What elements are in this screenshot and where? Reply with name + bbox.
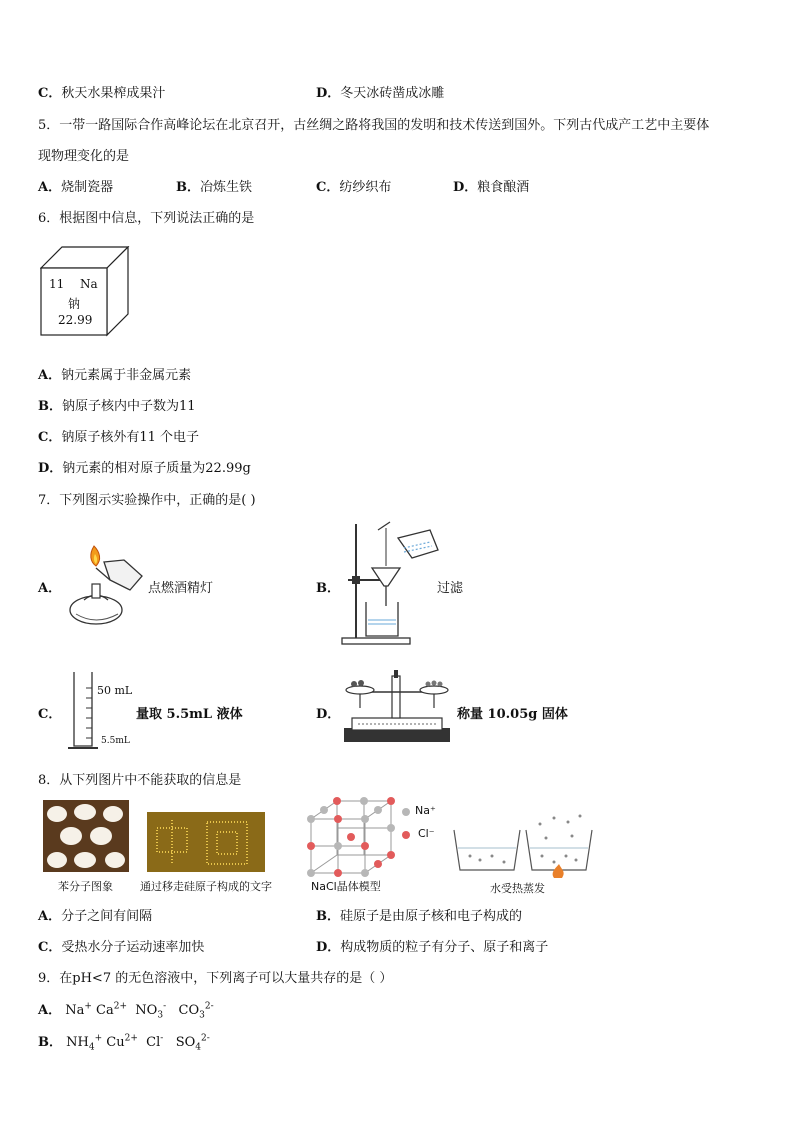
graduated-cylinder-illustration — [64, 668, 104, 754]
caption-nacl: NaCl晶体模型 — [311, 880, 381, 893]
q9-stem: 9．在pH<7 的无色溶液中，下列离子可以大量共存的是（ ） — [38, 971, 393, 986]
cylinder-top-label: 50 mL — [97, 684, 133, 697]
cylinder-bottom-label: 5.5mL — [101, 736, 130, 746]
balance-scale-illustration — [338, 668, 456, 748]
nacl-legend-markers — [401, 807, 411, 843]
q5-option-a[interactable]: A．烧制瓷器 — [38, 180, 114, 195]
silicon-atoms-image — [147, 812, 265, 872]
q6-option-c[interactable]: C．钠原子核外有11 个电子 — [38, 430, 200, 445]
caption-silicon: 通过移走硅原子构成的文字 — [140, 880, 272, 893]
element-mass: 22.99 — [58, 313, 93, 327]
q4-option-d[interactable]: D．冬天冰砖凿成冰雕 — [316, 86, 445, 101]
q6-option-d[interactable]: D．钠元素的相对原子质量为22.99g — [38, 461, 251, 476]
q5-stem-line1: 5．一带一路国际合作高峰论坛在北京召开，古丝绸之路将我国的发明和技术传送到国外。下列古代成产工艺中主要体 — [38, 118, 710, 133]
q9-option-b[interactable]: B． $NH_4^+$ $Cu^{2+}$ Cl- $SO_4^{2-}$ — [38, 1033, 210, 1053]
q5-option-d[interactable]: D．粮食酿酒 — [453, 180, 530, 195]
q9-b-ions: $NH_4^+$ $Cu^{2+}$ Cl- $SO_4^{2-}$ — [66, 1033, 210, 1053]
q8-option-c[interactable]: C．受热水分子运动速率加快 — [38, 940, 205, 955]
caption-water: 水受热蒸发 — [490, 882, 545, 895]
legend-cl: Cl⁻ — [418, 827, 435, 840]
q7-option-a-text: 点燃酒精灯 — [148, 581, 214, 596]
q8-option-b[interactable]: B．硅原子是由原子核和电子构成的 — [316, 909, 523, 924]
water-evaporation-image — [450, 812, 594, 880]
legend-na: Na⁺ — [415, 804, 436, 817]
element-symbol: Na — [80, 277, 98, 291]
q4-option-c[interactable]: C．秋天水果榨成果汁 — [38, 86, 166, 101]
q7-stem: 7．下列图示实验操作中，正确的是( ) — [38, 493, 256, 508]
element-number: 11 — [49, 277, 65, 291]
q9-option-a[interactable]: A． Na+ $Ca^{2+}$ $NO_3^-$ $CO_3^{2-}$ — [38, 1001, 214, 1021]
q7-option-b-label[interactable]: B． — [316, 581, 340, 596]
q7-option-d-text: 称量 10.05g 固体 — [457, 707, 568, 722]
q7-option-c-label[interactable]: C． — [38, 707, 62, 722]
q7-option-a-label[interactable]: A． — [38, 581, 62, 596]
q8-stem: 8．从下列图片中不能获取的信息是 — [38, 773, 242, 788]
caption-benzene: 苯分子图象 — [58, 880, 113, 893]
nacl-crystal-model — [303, 795, 401, 879]
q6-stem: 6．根据图中信息，下列说法正确的是 — [38, 211, 255, 226]
q6-option-b[interactable]: B．钠原子核内中子数为11 — [38, 399, 196, 414]
q5-stem-line2: 现物理变化的是 — [38, 149, 130, 164]
alcohol-lamp-illustration — [62, 540, 150, 632]
q9-a-ions: Na+ $Ca^{2+}$ $NO_3^-$ $CO_3^{2-}$ — [65, 1001, 214, 1021]
q8-option-d[interactable]: D．构成物质的粒子有分子、原子和离子 — [316, 940, 549, 955]
q7-option-b-text: 过滤 — [437, 581, 464, 596]
q7-option-c-text: 量取 5.5mL 液体 — [136, 707, 243, 722]
q5-option-c[interactable]: C．纺纱织布 — [316, 180, 392, 195]
q8-option-a[interactable]: A．分子之间有间隔 — [38, 909, 153, 924]
q5-option-b[interactable]: B．冶炼生铁 — [176, 180, 253, 195]
q7-option-d-label[interactable]: D． — [316, 707, 341, 722]
q6-option-a[interactable]: A．钠元素属于非金属元素 — [38, 368, 192, 383]
element-name: 钠 — [68, 297, 81, 311]
benzene-molecule-image — [43, 800, 129, 872]
